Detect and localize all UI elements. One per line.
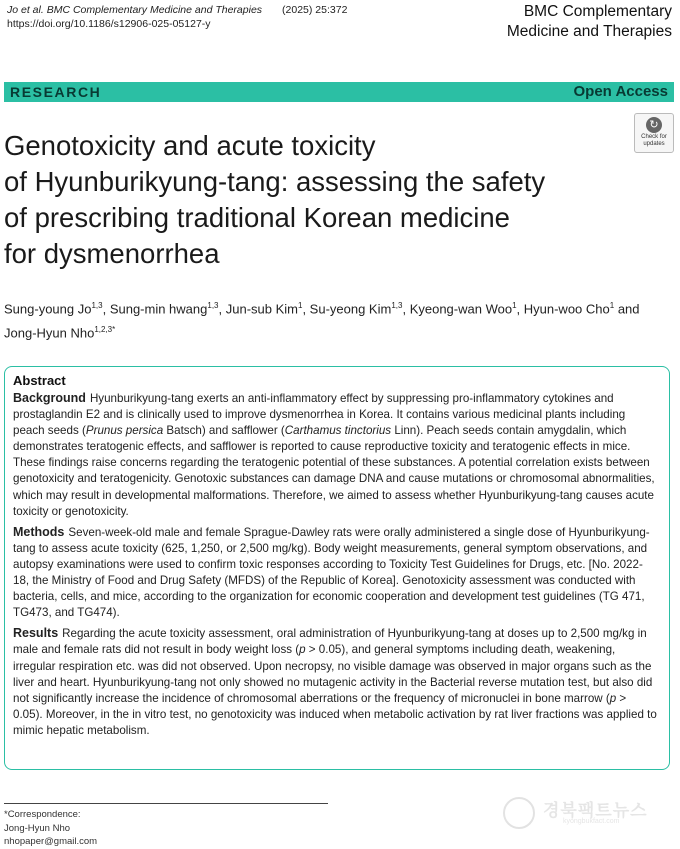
watermark [503,794,675,830]
author-list: Sung-young Jo$^{1,3}$, Sung-min hwang$^{1,3}$, Jun-sub Kim$^1$, Su-yeong Kim$^{1,3}$, Kyeong-wan Woo$^1$, Hyun-woo Cho$^1$ and Jong-Hyun Nho$^{1,2,3*}$ [4,301,640,341]
background-text: Batsch) and safflower ( [163,424,285,438]
refresh-icon: ↻ [646,117,662,133]
watermark-logo-icon [503,797,535,829]
title-line: Genotoxicity and acute toxicity [4,130,376,161]
affiliation-sup: 1,2,3* [94,325,116,335]
author-name[interactable]: Sung-young Jo [4,301,92,317]
title-line: of Hyunburikyung-tang: assessing the safety [4,166,546,197]
author-name[interactable]: Kyeong-wan Woo [409,301,513,317]
affiliation-sup: 1 [297,301,303,310]
watermark-text: 경북팩트뉴스 [543,801,648,820]
p-value-symbol: p [609,691,617,705]
authors-and: and [617,301,640,317]
methods-text: Seven-week-old male and female Sprague-Dawley rats were orally administered a single dose of Hyunburikyung-tang to assess acute toxicity (625, 1,250, or 2,500 mg/kg). Body weight measurements, general symptom observations, and autopsy examinations were used to confirm toxic responses according to Toxicity Test Guidelines for Drugs, etc. [No. 2022-18, the Ministry of Food and Drug Safety (MFDS) of the Republic of Korea]. Genotoxicity assessment was conducted with bacteria, cells, and mice, according to the organization for economic cooperation and development test guidelines (TG 471, TG473, and TG474). [13,525,650,620]
correspondence-label: *Correspondence: [4,809,81,820]
author-name[interactable]: Sung-min hwang [109,301,208,317]
author-name[interactable]: Su-yeong Kim [309,301,392,317]
affiliation-sup: 1,3 [207,301,219,310]
check-for-updates-badge[interactable] [634,113,674,153]
affiliation-sup: 1,3 [91,301,103,310]
journal-line-2: Medicine and Therapies [506,23,672,40]
article-title [4,128,624,272]
abstract-results [13,625,657,739]
abstract-box [4,366,670,770]
abstract-heading: Abstract [13,373,66,388]
journal-name [507,2,672,42]
background-text: Linn). Peach seeds contain amygdalin, which demonstrates teratogenic effects, and safflower is reported to cause reproductive toxicity and teratogenic effects in mice. These findings raise concerns regarding the teratogenic potential of these substances. A potential correlation exists between genotoxicity and teratogenicity. Genotoxic substances can damage DNA and cause mutations or chromosomal abnormalities, which may result in developmental malformations. Therefore, we aimed to assess whether Hyunburikyung-tang causes acute toxicity or genotoxicity. [13,424,655,518]
abstract-background [13,390,657,520]
results-label: Results [13,626,59,641]
results-text: > 0.05), and general symptoms including death, weakening, irregular respiration etc. was did not observed. Upon necropsy, no visible damage was observed in major organs such as the liver and heart. Hyunburikyung-tang not only showed no mutagenic activity in the Bacterial reverse mutation test, but also did not significantly increase the incidence of chromosomal aberrations or the frequency of micronuclei in bone marrow ( [13,643,653,705]
open-access-label: Open Access [573,83,668,100]
correspondence-name: Jong-Hyun Nho [4,822,71,834]
species-name: Prunus persica [85,424,164,438]
correspondence-email[interactable]: nhopaper@gmail.com [4,836,98,847]
title-line: of prescribing traditional Korean medicine [4,202,510,233]
species-name: Carthamus tinctorius [284,424,392,438]
author-name[interactable]: Jong-Hyun Nho [4,325,95,341]
background-text: Hyunburikyung-tang exerts an anti-inflammatory effect by suppressing pro-inflammatory cytokines and prostaglandin E2 and is clinically used to improve dysmenorrhea in Korea. It contains various medicinal plants including peach seeds ( [13,392,626,438]
results-text: > 0.05). Moreover, in the in vitro test, no genotoxicity was induced when metabolic activation by rat liver fractions was applied to mimic hepatic metabolism. [13,691,657,737]
section-label: RESEARCH [10,84,102,100]
results-text: Regarding the acute toxicity assessment, oral administration of Hyunburikyung-tang at doses up to 2,500 mg/kg in male and female rats did not result in body weight loss ( [13,627,647,657]
background-label: Background [13,391,86,405]
journal-line-1: BMC Complementary [523,3,672,20]
affiliation-sup: 1,3 [391,301,403,310]
affiliation-sup: 1 [609,301,615,310]
affiliation-sup: 1 [512,301,517,310]
watermark-url: kyongbukfact.com [563,818,620,825]
title-line: for dysmenorrhea [4,238,220,269]
correspondence [4,808,97,849]
doi-link[interactable]: https://doi.org/10.1186/s12906-025-05127-y [7,18,211,30]
section-bar [4,82,674,102]
citation: Jo et al. BMC Complementary Medicine and Therapies [7,4,263,16]
year-volume: (2025) 25:372 [282,4,348,16]
badge-line-2: updates [643,141,665,147]
author-name[interactable]: Jun-sub Kim [225,301,298,317]
badge-line-1: Check for [641,134,667,140]
author-name[interactable]: Hyun-woo Cho [523,301,610,317]
footnote-divider [4,803,328,804]
running-header [7,3,347,31]
methods-label: Methods [13,524,65,539]
abstract-methods [13,524,657,622]
p-value-symbol: p [299,643,306,657]
